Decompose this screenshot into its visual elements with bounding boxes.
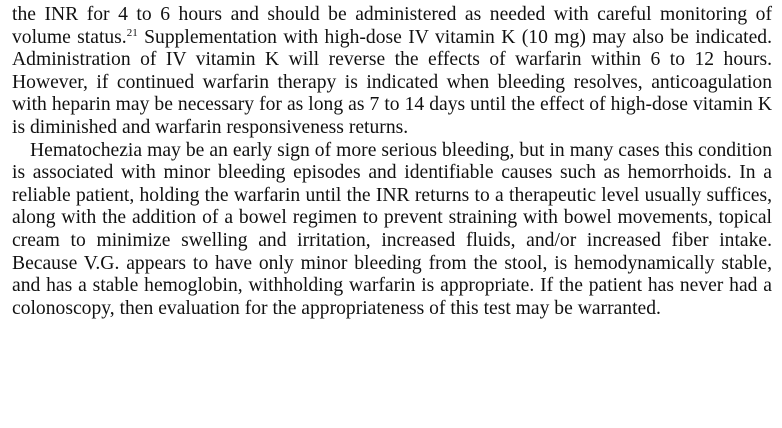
citation-reference: 21	[126, 26, 138, 39]
paragraph-text: the INR for 4 to 6 hours and should be administered as needed with careful monitoring of volume status.	[12, 4, 772, 48]
paragraph-hematochezia: Hematochezia may be an early sign of more serious bleeding, but in many cases this condition is associated with minor bleeding episodes and identifiable causes such as hemorrhoids. In a reliable patient, holding the warfarin until the INR returns to a therapeutic level usually suffices, along with the addition of a bowel regimen to prevent straining with bowel movements, topical cream to minimize swelling and irritation, increased fluids, and/or increased fiber intake. Because V.G. appears to have only minor bleeding from the stool, is hemodynamically stable, and has a stable hemoglobin, withholding warfarin is appropriate. If the patient has never had a colonoscopy, then evaluation for the appropriateness of this test may be warranted.	[12, 139, 772, 319]
paragraph-text-continued: Supplementation with high-dose IV vitamin K (10 mg) may also be indicated. Administration of IV vitamin K will reverse the effects of warfarin within 6 to 12 hours. However, if continued warfarin therapy is indicated when bleeding resolves, anticoagulation with heparin may be necessary for as long as 7 to 14 days until the effect of high-dose vitamin K is diminished and warfarin responsiveness returns.	[12, 26, 772, 138]
paragraph-vitamin-k	[12, 4, 772, 140]
